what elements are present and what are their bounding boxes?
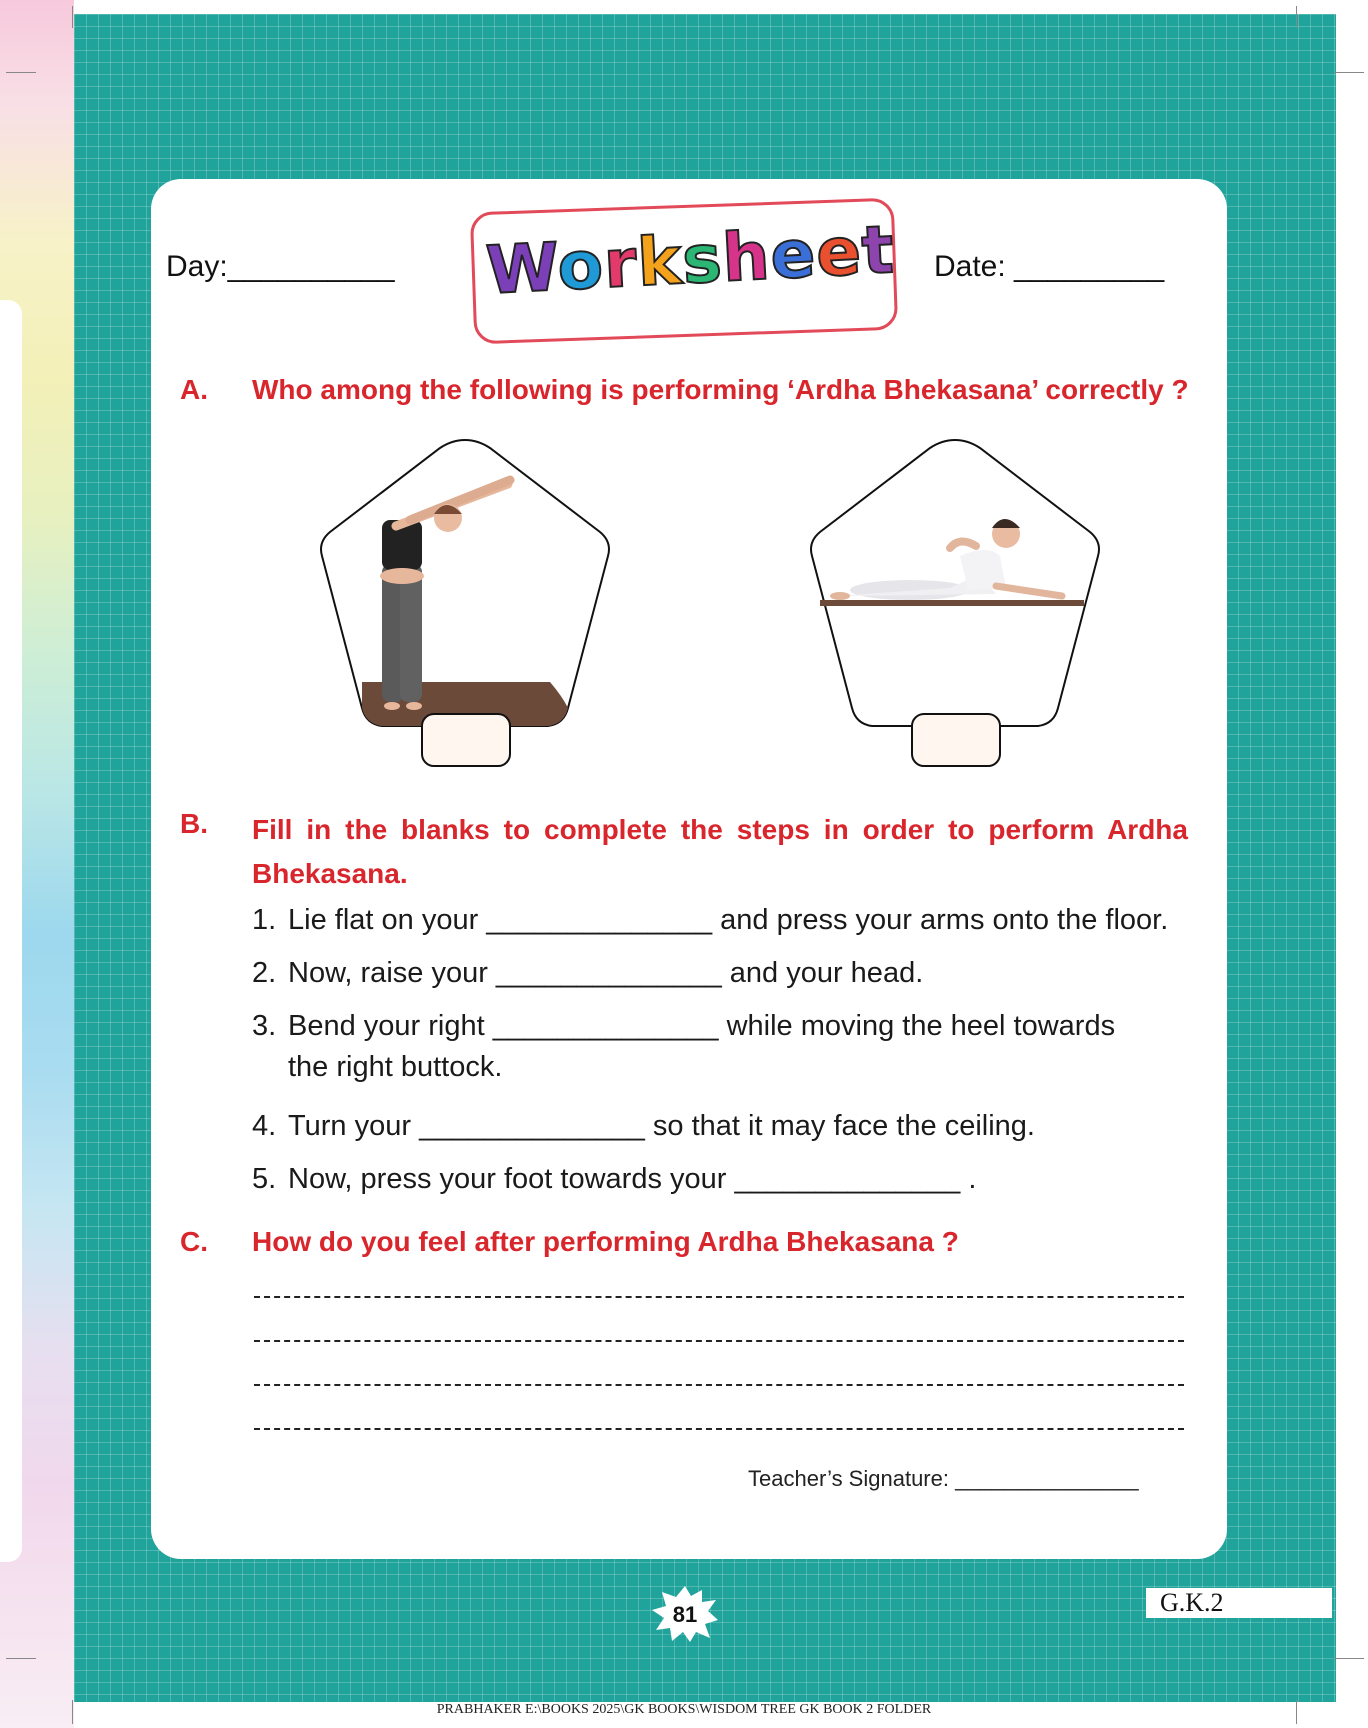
step-text: Now, press your foot towards your ______________ . [288,1163,977,1195]
title-letter: t [859,210,897,290]
title-letter: k [635,222,685,302]
step-item [252,904,1168,937]
title-letter: o [555,226,606,306]
side-white-panel [0,300,22,1562]
answer-line[interactable] [254,1296,1184,1298]
answer-line[interactable] [254,1428,1184,1430]
section-b-question-line2: Bhekasana. [252,858,408,889]
print-footer: PRABHAKER E:\BOOKS 2025\GK BOOKS\WISDOM TREE GK BOOK 2 FOLDER [436,1702,932,1717]
step-item [252,1010,1192,1084]
title-letter: e [814,212,864,292]
crop-mark [1296,6,1297,28]
title-letter: h [720,217,773,297]
page-number: 81 [672,1602,698,1627]
title-letter: r [601,224,640,304]
step-number: 4. [252,1110,277,1142]
step-number: 3. [252,1010,277,1042]
section-a-question: Who among the following is performing ‘Ardha Bhekasana’ correctly ? [252,374,1189,405]
step-text: Now, raise your ______________ and your head. [288,957,924,989]
step-number: 1. [252,904,277,936]
date-field: Date: _________ [934,250,1165,283]
step-text-continued: the right buttock. [288,1051,503,1083]
answer-line[interactable] [254,1384,1184,1386]
teacher-signature: Teacher’s Signature: _______________ [748,1466,1139,1491]
crop-mark [6,1658,36,1659]
crop-mark [1334,1658,1364,1659]
step-text: Turn your ______________ so that it may face the ceiling. [288,1110,1035,1142]
step-item [252,1163,976,1196]
step-item [252,1110,1035,1143]
title-letter: W [484,228,560,310]
step-number: 2. [252,957,277,989]
book-code: G.K.2 [1146,1588,1332,1618]
step-item [252,957,923,990]
section-b-question [252,808,1188,896]
step-number: 5. [252,1163,277,1195]
day-field: Day:__________ [166,250,395,283]
pose-option-2 [800,436,1110,770]
answer-line[interactable] [254,1340,1184,1342]
title-letter: e [768,215,819,295]
pose-option-1 [310,436,620,770]
crop-mark [6,72,36,73]
title-letter: s [680,219,725,299]
page-number-badge [650,1584,720,1644]
step-text: Bend your right ______________ while moving the heel towards [288,1010,1116,1042]
section-b-letter: B. [180,808,208,839]
section-c-question: How do you feel after performing Ardha Bhekasana ? [252,1226,959,1257]
crop-mark [72,6,73,28]
section-c-letter: C. [180,1226,208,1257]
step-text: Lie flat on your ______________ and press your arms onto the floor. [288,904,1169,936]
crop-mark [1334,72,1364,73]
section-a-letter: A. [180,374,208,405]
section-b-question-line1: Fill in the blanks to complete the steps in order to perform Ardha [252,814,1188,845]
